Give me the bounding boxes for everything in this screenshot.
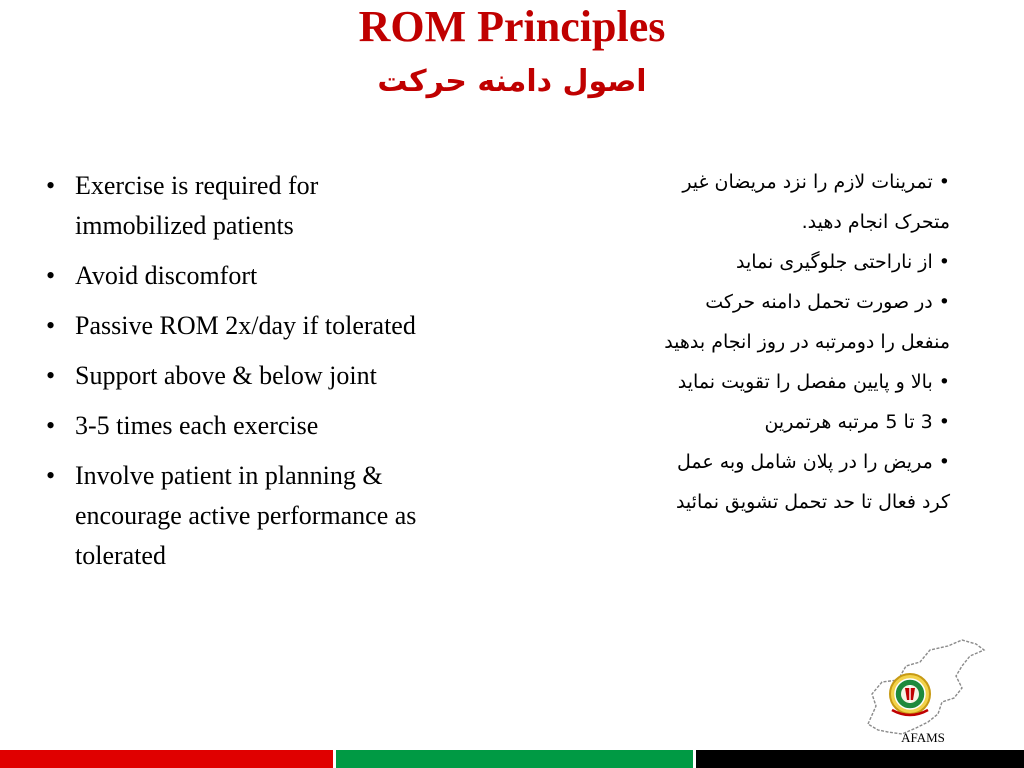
footer-stripe-black	[693, 750, 1024, 768]
persian-bullet-block	[520, 162, 950, 522]
persian-line: کرد فعال تا حد تحمل تشویق نمائید	[675, 491, 950, 513]
list-item	[46, 356, 456, 396]
footer-stripe-red	[0, 750, 333, 768]
bullet-text: Exercise is required for immobilized patients	[75, 171, 319, 240]
bullet-text: Support above & below joint	[75, 361, 377, 390]
slide-subtitle-persian: اصول دامنه حرکت	[377, 64, 647, 99]
bullet-text: Involve patient in planning & encourage active performance as tolerated	[75, 461, 417, 570]
footer-flag-stripes	[0, 750, 1024, 768]
persian-line: منفعل را دومرتبه در روز انجام بدهید	[664, 331, 950, 353]
persian-line: • مریض را در پلان شامل وبه عمل	[676, 451, 950, 473]
bullet-text: Passive ROM 2x/day if tolerated	[75, 311, 416, 340]
slide-title: ROM Principles	[358, 2, 666, 51]
bullet-text: 3-5 times each exercise	[75, 411, 319, 440]
bullet-text: Avoid discomfort	[75, 261, 258, 290]
bullet-icon: •	[46, 361, 56, 390]
list-item	[46, 456, 456, 576]
logo-caption: AFAMS	[901, 730, 945, 745]
persian-line: • بالا و پایین مفصل را تقویت نماید	[677, 371, 950, 393]
persian-line: • تمرینات لازم را نزد مریضان غیر	[682, 171, 950, 193]
list-item	[46, 306, 456, 346]
persian-line: • 3 تا 5 مرتبه هرتمرین	[764, 411, 950, 433]
bullet-icon: •	[46, 411, 56, 440]
bullet-icon: •	[46, 311, 56, 340]
persian-line: متحرک انجام دهید.	[801, 211, 950, 233]
english-bullet-list	[46, 166, 456, 586]
list-item	[46, 406, 456, 446]
list-item	[46, 166, 456, 246]
bullet-icon: •	[46, 171, 56, 200]
bullet-icon: •	[46, 461, 56, 490]
list-item	[46, 256, 456, 296]
persian-line: • در صورت تحمل دامنه حرکت	[705, 291, 950, 313]
bullet-icon: •	[46, 261, 56, 290]
footer-stripe-green	[333, 750, 693, 768]
persian-line: • از ناراحتی جلوگیری نماید	[736, 251, 950, 273]
